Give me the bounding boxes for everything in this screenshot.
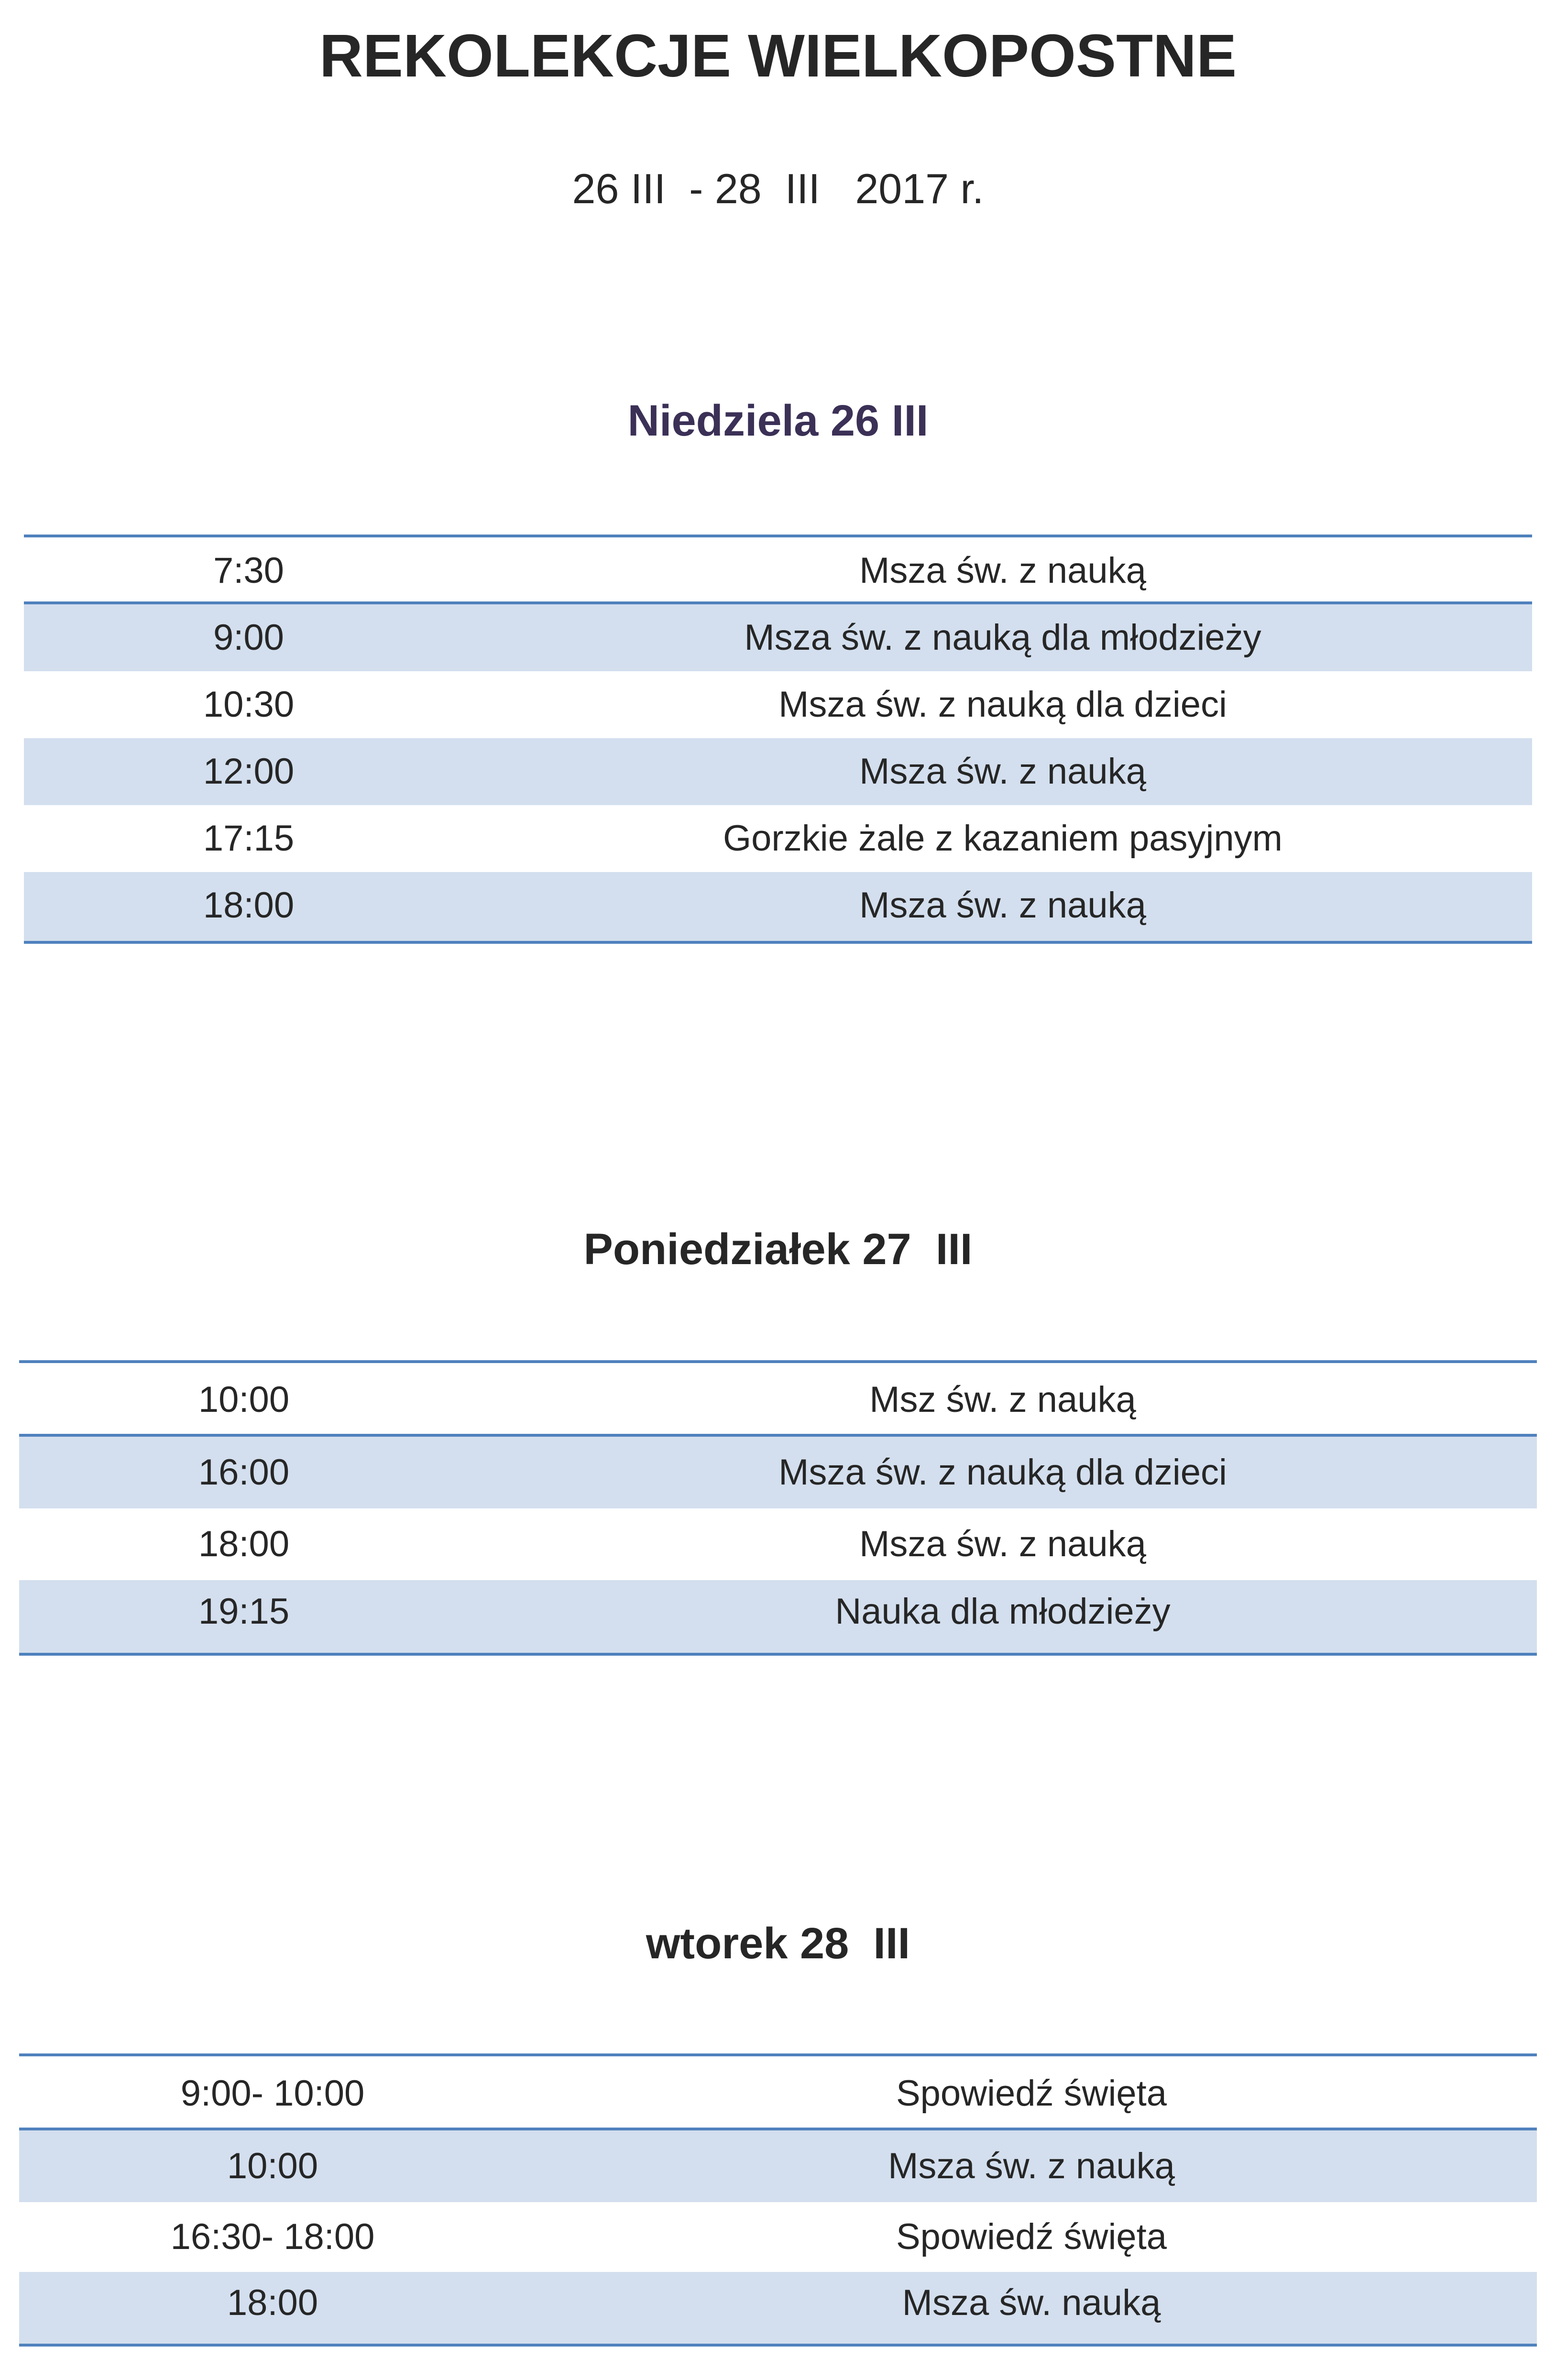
day-heading-tuesday: wtorek 28 III <box>646 1919 910 1968</box>
table-row <box>19 2130 1537 2202</box>
schedule-table-sunday <box>24 535 1532 944</box>
day-heading-sunday: Niedziela 26 III <box>627 396 929 445</box>
table-row <box>19 1508 1537 1580</box>
time-cell: 10:00 <box>198 1379 290 1420</box>
time-cell: 16:30- 18:00 <box>170 2216 375 2257</box>
event-cell: Spowiedź święta <box>896 2216 1167 2257</box>
event-cell: Msz św. z nauką <box>869 1379 1136 1420</box>
event-cell: Msza św. z nauką <box>859 885 1146 926</box>
schedule-table-tuesday <box>19 2053 1537 2347</box>
event-cell: Msza św. z nauką dla dzieci <box>778 684 1227 725</box>
time-cell: 18:00 <box>203 885 295 926</box>
table-row <box>24 671 1532 738</box>
table-row <box>19 1580 1537 1653</box>
time-cell: 9:00 <box>213 617 284 658</box>
document-title: REKOLEKCJE WIELKOPOSTNE <box>319 22 1237 89</box>
event-cell: Gorzkie żale z kazaniem pasyjnym <box>723 818 1282 859</box>
event-cell: Msza św. z nauką dla dzieci <box>778 1452 1227 1493</box>
time-cell: 9:00- 10:00 <box>180 2073 365 2114</box>
table-row <box>19 1363 1537 1437</box>
day-heading-monday: Poniedziałek 27 III <box>583 1225 973 1274</box>
time-cell: 12:00 <box>203 751 295 792</box>
event-cell: Msza św. z nauką <box>888 2146 1175 2186</box>
time-cell: 10:30 <box>203 684 295 725</box>
event-cell: Msza św. z nauką dla młodzieży <box>744 617 1261 658</box>
event-cell: Msza św. z nauką <box>859 550 1146 591</box>
event-cell: Nauka dla młodzieży <box>835 1591 1171 1632</box>
table-row <box>24 738 1532 805</box>
time-cell: 16:00 <box>198 1452 290 1493</box>
event-cell: Spowiedź święta <box>896 2073 1167 2114</box>
time-cell: 7:30 <box>213 550 284 591</box>
table-row <box>19 2202 1537 2272</box>
table-row <box>19 2056 1537 2130</box>
table-row <box>24 604 1532 671</box>
schedule-table-monday <box>19 1360 1537 1656</box>
event-cell: Msza św. z nauką <box>859 751 1146 792</box>
table-row <box>24 537 1532 604</box>
table-row <box>24 805 1532 872</box>
date-range: 26 III - 28 III 2017 r. <box>572 165 984 212</box>
time-cell: 10:00 <box>227 2146 318 2186</box>
table-row <box>19 2272 1537 2344</box>
table-row <box>24 872 1532 941</box>
event-cell: Msza św. z nauką <box>859 1524 1146 1564</box>
time-cell: 18:00 <box>227 2282 318 2323</box>
time-cell: 17:15 <box>203 818 295 859</box>
table-row <box>19 1437 1537 1508</box>
event-cell: Msza św. nauką <box>902 2282 1161 2323</box>
time-cell: 19:15 <box>198 1591 290 1632</box>
time-cell: 18:00 <box>198 1524 290 1564</box>
